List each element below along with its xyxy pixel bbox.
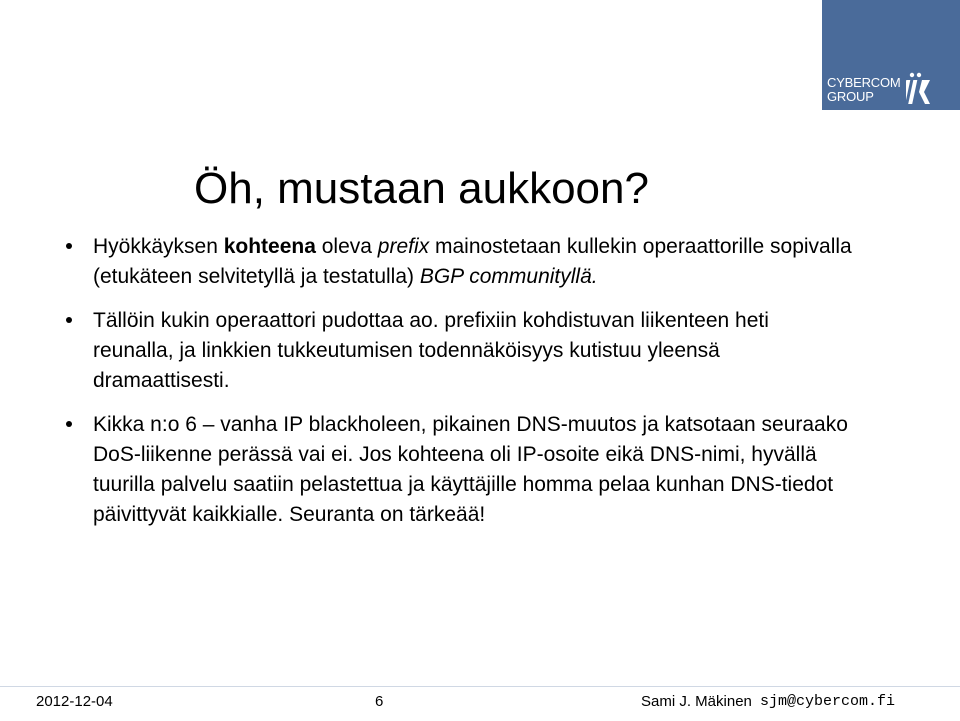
text-run: Hyökkäyksen [93,235,224,258]
logo-line1: CYBERCOM [827,75,901,90]
bullet-item-1 [63,232,853,292]
slide-footer [0,686,960,721]
bullet-text-2 [93,309,769,392]
text-run: Tällöin kukin operaattori pudottaa ao. prefixiin kohdistuvan liikenteen heti reunalla, ja linkkien tukkeutumisen todennäköisyys kutistuu yleensä dramaattisesti. [93,309,769,392]
bullet-list [63,232,853,544]
text-run: oleva [315,235,378,258]
text-run: BGP communityllä. [419,265,598,288]
bullet-item-3 [63,410,853,530]
logo-wordmark [827,76,901,104]
cybercom-logo [822,0,960,110]
bullet-dot-icon [66,243,72,249]
bullet-item-2 [63,306,853,396]
text-run: mainostetaan kullekin operaattorille sopivalla (etukäteen selvitetyllä ja testatulla) [93,235,852,288]
text-run: prefix [377,235,430,258]
bullet-dot-icon [66,421,72,427]
footer-date: 2012-12-04 [36,693,113,710]
bullet-text-3 [93,413,848,526]
logo-line2: GROUP [827,89,874,104]
text-run: Kikka n:o 6 – vanha IP blackholeen, pikainen DNS-muutos ja katsotaan seuraako DoS-liikenne perässä vai ei. Jos kohteena oli IP-osoite eikä DNS-nimi, hyvällä tuurilla palvelu saatiin pelastettua ja käyttäjille homma pelaa kunhan DNS-tiedot päivittyvät kaikkialle. Seuranta on tärkeää! [93,413,848,526]
footer-email: sjm@cybercom.fi [760,693,896,710]
slide-title: Öh, mustaan aukkoon? [194,164,649,213]
footer-author: Sami J. Mäkinen [641,693,752,710]
bullet-dot-icon [66,317,72,323]
text-run: kohteena [223,235,316,258]
footer-page-number: 6 [375,693,384,710]
bullet-text-1 [93,235,852,288]
cybercom-mark-icon [906,72,932,106]
